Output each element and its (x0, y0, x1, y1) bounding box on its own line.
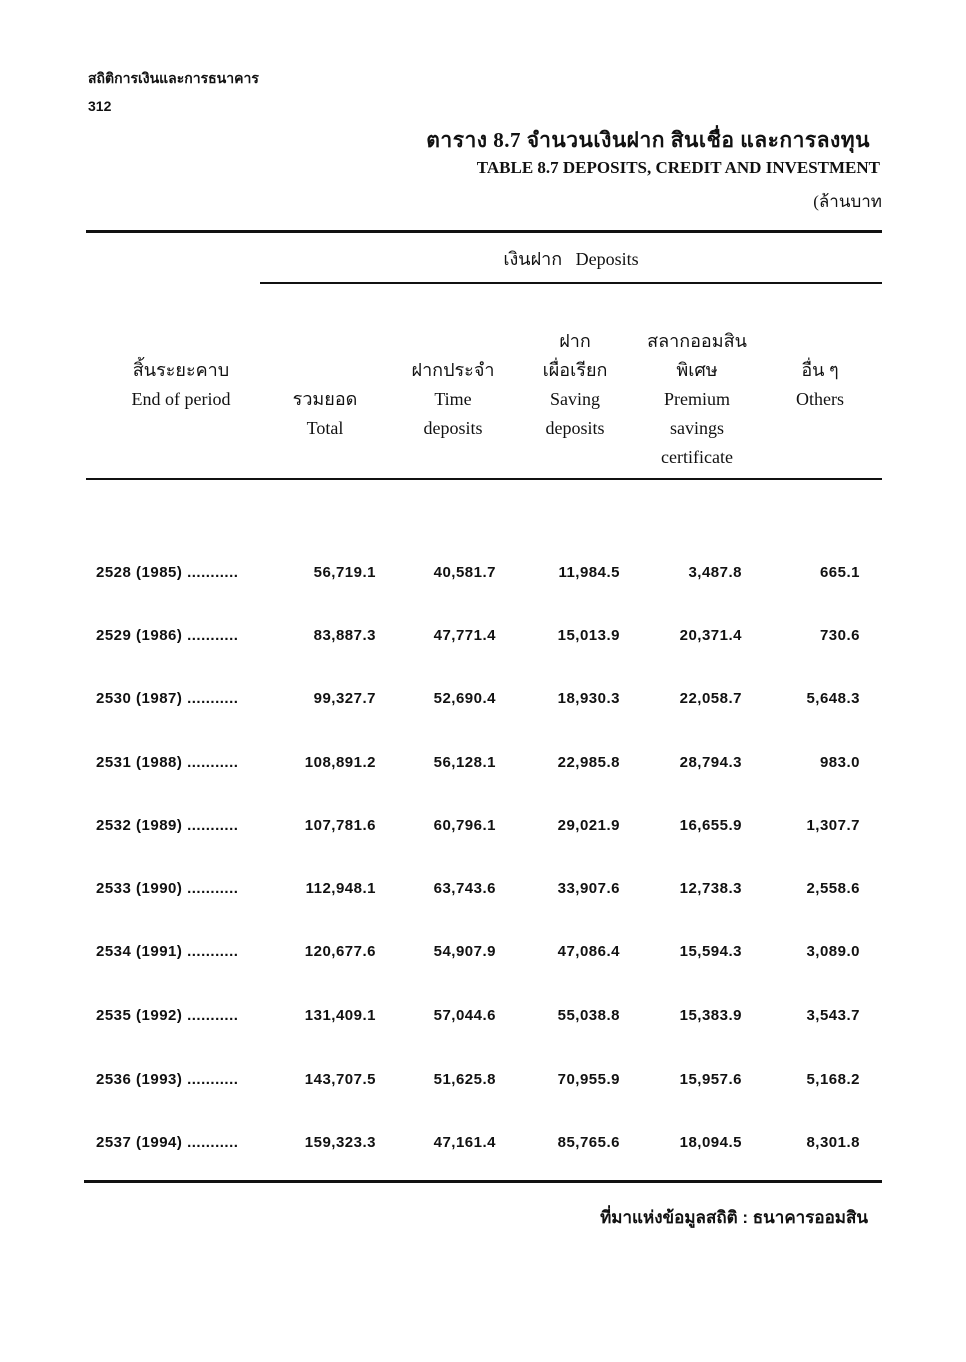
cell-saving-deposits: 33,907.6 (557, 880, 620, 897)
cell-premium-savings: 18,094.5 (679, 1134, 742, 1151)
cell-time-deposits: 63,743.6 (433, 880, 496, 897)
col-header-saving-en-2: deposits (545, 418, 605, 438)
table-row (0, 1071, 966, 1095)
cell-total: 108,891.2 (304, 754, 376, 771)
cell-others: 983.0 (819, 754, 860, 771)
row-period: 2529 (1986) ........... (96, 627, 239, 644)
cell-time-deposits: 57,044.6 (433, 1007, 496, 1024)
cell-total: 112,948.1 (305, 880, 376, 897)
deposits-group-rule (260, 282, 882, 284)
cell-others: 1,307.7 (806, 817, 860, 834)
cell-total: 99,327.7 (313, 690, 376, 707)
col-header-premium-en: Premium (664, 389, 730, 409)
cell-time-deposits: 47,161.4 (433, 1134, 496, 1151)
table-top-rule (86, 230, 882, 233)
cell-premium-savings: 15,957.6 (679, 1071, 742, 1088)
cell-time-deposits: 60,796.1 (433, 817, 496, 834)
row-period: 2535 (1992) ........... (96, 1007, 239, 1024)
cell-time-deposits: 54,907.9 (433, 943, 496, 960)
table-row (0, 817, 966, 841)
col-header-saving-thai-2: เผื่อเรียก (542, 360, 608, 380)
col-header-saving-deposits (515, 327, 635, 443)
col-header-premium-thai: สลากออมสิน (647, 331, 747, 351)
col-header-premium-en-3: certificate (661, 447, 733, 467)
col-header-time-en: Time (434, 389, 472, 409)
table-row (0, 880, 966, 904)
cell-time-deposits: 47,771.4 (433, 627, 496, 644)
cell-time-deposits: 40,581.7 (433, 564, 496, 581)
header-bottom-rule (86, 478, 882, 480)
cell-saving-deposits: 18,930.3 (557, 690, 620, 707)
row-period: 2531 (1988) ........... (96, 754, 239, 771)
table-title-english: TABLE 8.7 DEPOSITS, CREDIT AND INVESTMENT (476, 158, 880, 177)
cell-saving-deposits: 15,013.9 (557, 627, 620, 644)
col-header-others-thai: อื่น ๆ (801, 360, 839, 380)
col-header-saving-thai: ฝาก (559, 331, 591, 351)
deposits-group-header: เงินฝาก Deposits (503, 249, 639, 269)
table-row (0, 1007, 966, 1031)
col-header-total (270, 385, 380, 443)
cell-premium-savings: 15,383.9 (679, 1007, 742, 1024)
col-header-time-en-2: deposits (423, 418, 483, 438)
cell-total: 107,781.6 (304, 817, 376, 834)
cell-others: 2,558.6 (806, 880, 860, 897)
cell-others: 5,648.3 (806, 690, 860, 707)
row-period: 2534 (1991) ........... (96, 943, 239, 960)
row-period: 2536 (1993) ........... (96, 1071, 239, 1088)
table-row (0, 1134, 966, 1158)
cell-saving-deposits: 22,985.8 (557, 754, 620, 771)
cell-total: 159,323.3 (304, 1134, 376, 1151)
cell-total: 56,719.1 (313, 564, 376, 581)
row-period: 2530 (1987) ........... (96, 690, 239, 707)
cell-total: 131,409.1 (304, 1007, 376, 1024)
cell-premium-savings: 28,794.3 (679, 754, 742, 771)
col-header-period-thai: สิ้นระยะคาบ (132, 360, 230, 380)
cell-saving-deposits: 70,955.9 (557, 1071, 620, 1088)
cell-others: 730.6 (819, 627, 860, 644)
col-header-premium-savings (630, 327, 764, 472)
cell-others: 3,089.0 (806, 943, 860, 960)
cell-total: 120,677.6 (304, 943, 376, 960)
cell-premium-savings: 12,738.3 (679, 880, 742, 897)
cell-total: 83,887.3 (313, 627, 376, 644)
col-header-total-en: Total (306, 418, 344, 438)
running-head: สถิติการเงินและการธนาคาร (88, 70, 259, 86)
col-header-total-thai: รวมยอด (292, 389, 358, 409)
unit-label: (ล้านบาท (813, 192, 882, 211)
row-period: 2532 (1989) ........... (96, 817, 239, 834)
cell-others: 3,543.7 (806, 1007, 860, 1024)
cell-saving-deposits: 11,984.5 (558, 564, 620, 581)
col-header-others-en: Others (796, 389, 844, 409)
cell-saving-deposits: 47,086.4 (557, 943, 620, 960)
col-header-time-deposits (393, 356, 513, 443)
cell-saving-deposits: 29,021.9 (557, 817, 620, 834)
col-header-time-thai: ฝากประจำ (411, 360, 495, 380)
table-row (0, 754, 966, 778)
table-row (0, 690, 966, 714)
table-bottom-rule (84, 1180, 882, 1183)
table-row (0, 627, 966, 651)
table-row (0, 564, 966, 588)
cell-saving-deposits: 85,765.6 (557, 1134, 620, 1151)
source-note: ที่มาแห่งข้อมูลสถิติ : ธนาคารออมสิน (600, 1208, 868, 1227)
col-header-premium-en-2: savings (670, 418, 724, 438)
cell-premium-savings: 15,594.3 (679, 943, 742, 960)
row-period: 2537 (1994) ........... (96, 1134, 239, 1151)
row-period: 2528 (1985) ........... (96, 564, 239, 581)
cell-saving-deposits: 55,038.8 (557, 1007, 620, 1024)
cell-time-deposits: 56,128.1 (433, 754, 496, 771)
col-header-period-en: End of period (131, 389, 231, 409)
col-header-premium-thai-2: พิเศษ (676, 360, 718, 380)
cell-time-deposits: 51,625.8 (433, 1071, 496, 1088)
cell-total: 143,707.5 (304, 1071, 376, 1088)
page-number: 312 (88, 98, 112, 114)
table-row (0, 943, 966, 967)
col-header-others (770, 356, 870, 414)
cell-others: 8,301.8 (806, 1134, 860, 1151)
table-title-thai: ตาราง 8.7 จำนวนเงินฝาก สินเชื่อ และการลงทุน (426, 128, 870, 152)
col-header-period (96, 356, 266, 414)
cell-premium-savings: 3,487.8 (688, 564, 742, 581)
cell-premium-savings: 22,058.7 (679, 690, 742, 707)
cell-premium-savings: 16,655.9 (679, 817, 742, 834)
cell-others: 5,168.2 (806, 1071, 860, 1088)
cell-time-deposits: 52,690.4 (433, 690, 496, 707)
cell-premium-savings: 20,371.4 (679, 627, 742, 644)
cell-others: 665.1 (819, 564, 860, 581)
col-header-saving-en: Saving (549, 389, 600, 409)
row-period: 2533 (1990) ........... (96, 880, 239, 897)
